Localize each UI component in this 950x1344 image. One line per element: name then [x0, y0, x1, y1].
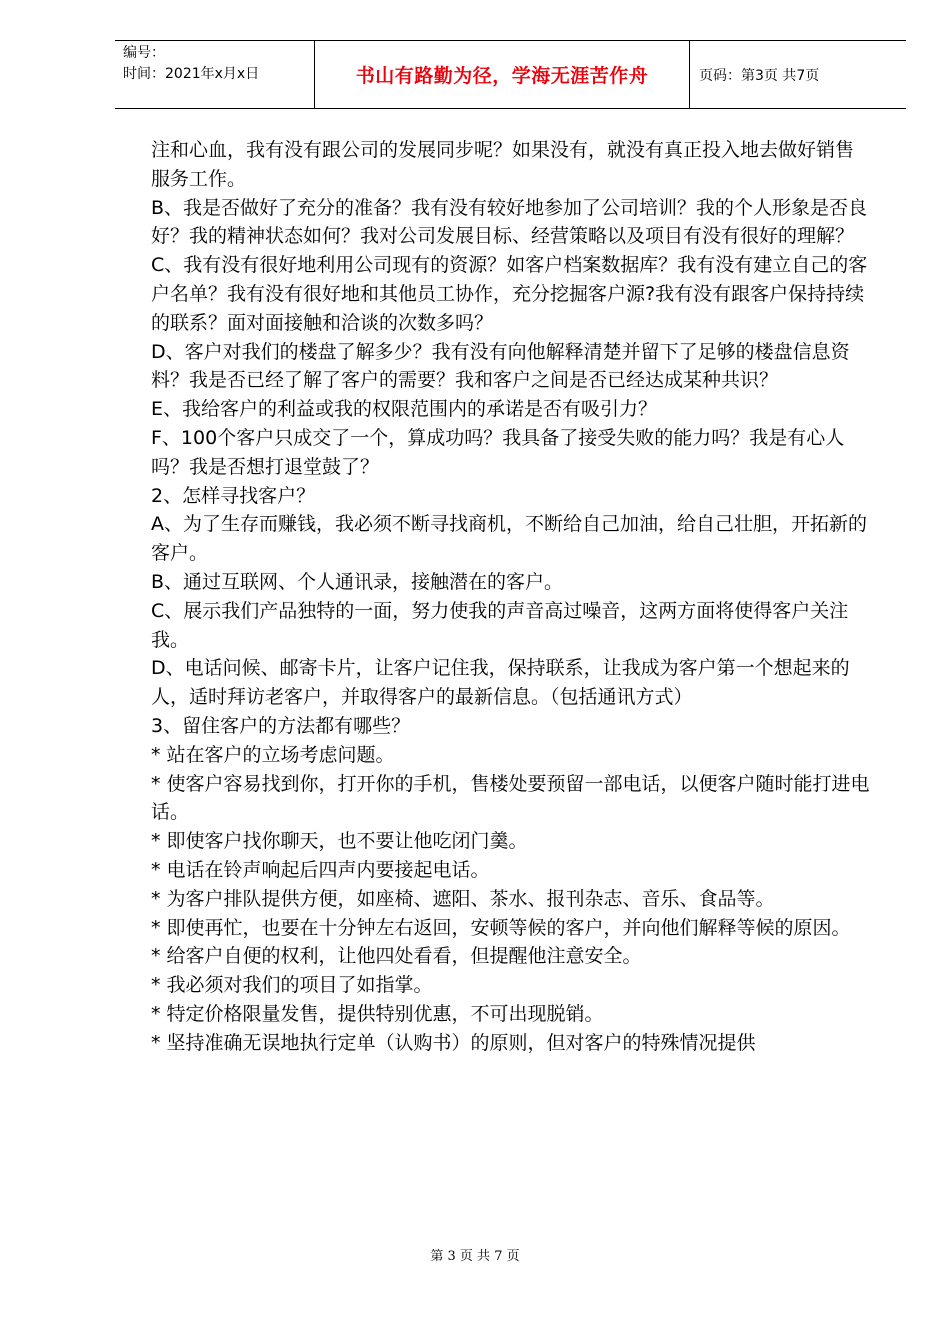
- header-meta: [115, 41, 315, 108]
- paragraph: B、我是否做好了充分的准备？我有没有较好地参加了公司培训？我的个人形象是否良好？我的精神状态如何？我对公司发展目标、经营策略以及项目有没有很好的理解？: [151, 196, 868, 248]
- list-item: * 为客户排队提供方便，如座椅、遮阳、茶水、报刊杂志、音乐、食品等。: [151, 887, 775, 910]
- list-item: * 即使客户找你聊天，也不要让他吃闭门羹。: [151, 830, 528, 853]
- paragraph: C、我有没有很好地利用公司现有的资源？如客户档案数据库？我有没有建立自己的客户名单？我有没有很好地和其他员工协作，充分挖掘客户源?我有没有跟客户保持持续的联系？面对面接触和洽谈的次数多吗？: [151, 254, 868, 334]
- paragraph: C、展示我们产品独特的一面，努力使我的声音高过噪音，这两方面将使得客户关注我。: [151, 599, 849, 651]
- header-page-number: 页码：第3页 共7页: [699, 67, 820, 84]
- page-header: [115, 40, 906, 109]
- number-label: 编号：: [123, 45, 165, 61]
- header-motto: 书山有路勤为径，学海无涯苦作舟: [315, 41, 690, 108]
- paragraph: F、100个客户只成交了一个，算成功吗？我具备了接受失败的能力吗？我是有心人吗？我是否想打退堂鼓了？: [151, 426, 845, 478]
- list-item: * 即使再忙，也要在十分钟左右返回，安顿等候的客户，并向他们解释等候的原因。: [151, 916, 851, 939]
- list-item: * 站在客户的立场考虑问题。: [151, 743, 395, 766]
- section-heading: 3、留住客户的方法都有哪些？: [151, 714, 411, 737]
- list-item: * 给客户自便的权利，让他四处看看，但提醒他注意安全。: [151, 945, 642, 968]
- paragraph: D、客户对我们的楼盘了解多少？我有没有向他解释清楚并留下了足够的楼盘信息资料？我是否已经了解了客户的需要？我和客户之间是否已经达成某种共识？: [151, 340, 850, 392]
- paragraph: A、为了生存而赚钱，我必须不断寻找商机，不断给自己加油，给自己壮胆，开拓新的客户。: [151, 513, 867, 565]
- time-label: 时间：2021年x月x日: [123, 66, 260, 82]
- list-item: * 使客户容易找到你，打开你的手机，售楼处要预留一部电话，以便客户随时能打进电话。: [151, 772, 870, 824]
- paragraph: D、电话问候、邮寄卡片，让客户记住我，保持联系，让我成为客户第一个想起来的人，适时拜访老客户，并取得客户的最新信息。（包括通讯方式）: [151, 657, 850, 709]
- paragraph: E、我给客户的利益或我的权限范围内的承诺是否有吸引力？: [151, 398, 658, 421]
- list-item: * 坚持准确无误地执行定单（认购书）的原则，但对客户的特殊情况提供: [151, 1031, 756, 1054]
- page-footer: 第 3 页 共 7 页: [430, 1249, 520, 1264]
- paragraph: 注和心血，我有没有跟公司的发展同步呢？如果没有，就没有真正投入地去做好销售服务工作。: [151, 139, 855, 190]
- paragraph: B、通过互联网、个人通讯录，接触潜在的客户。: [151, 570, 564, 593]
- list-item: * 我必须对我们的项目了如指掌。: [151, 974, 433, 997]
- list-item: * 电话在铃声响起后四声内要接起电话。: [151, 858, 490, 881]
- list-item: * 特定价格限量发售，提供特别优惠，不可出现脱销。: [151, 1002, 604, 1025]
- document-body: [151, 136, 871, 1058]
- section-heading: 2、怎样寻找客户？: [151, 484, 316, 507]
